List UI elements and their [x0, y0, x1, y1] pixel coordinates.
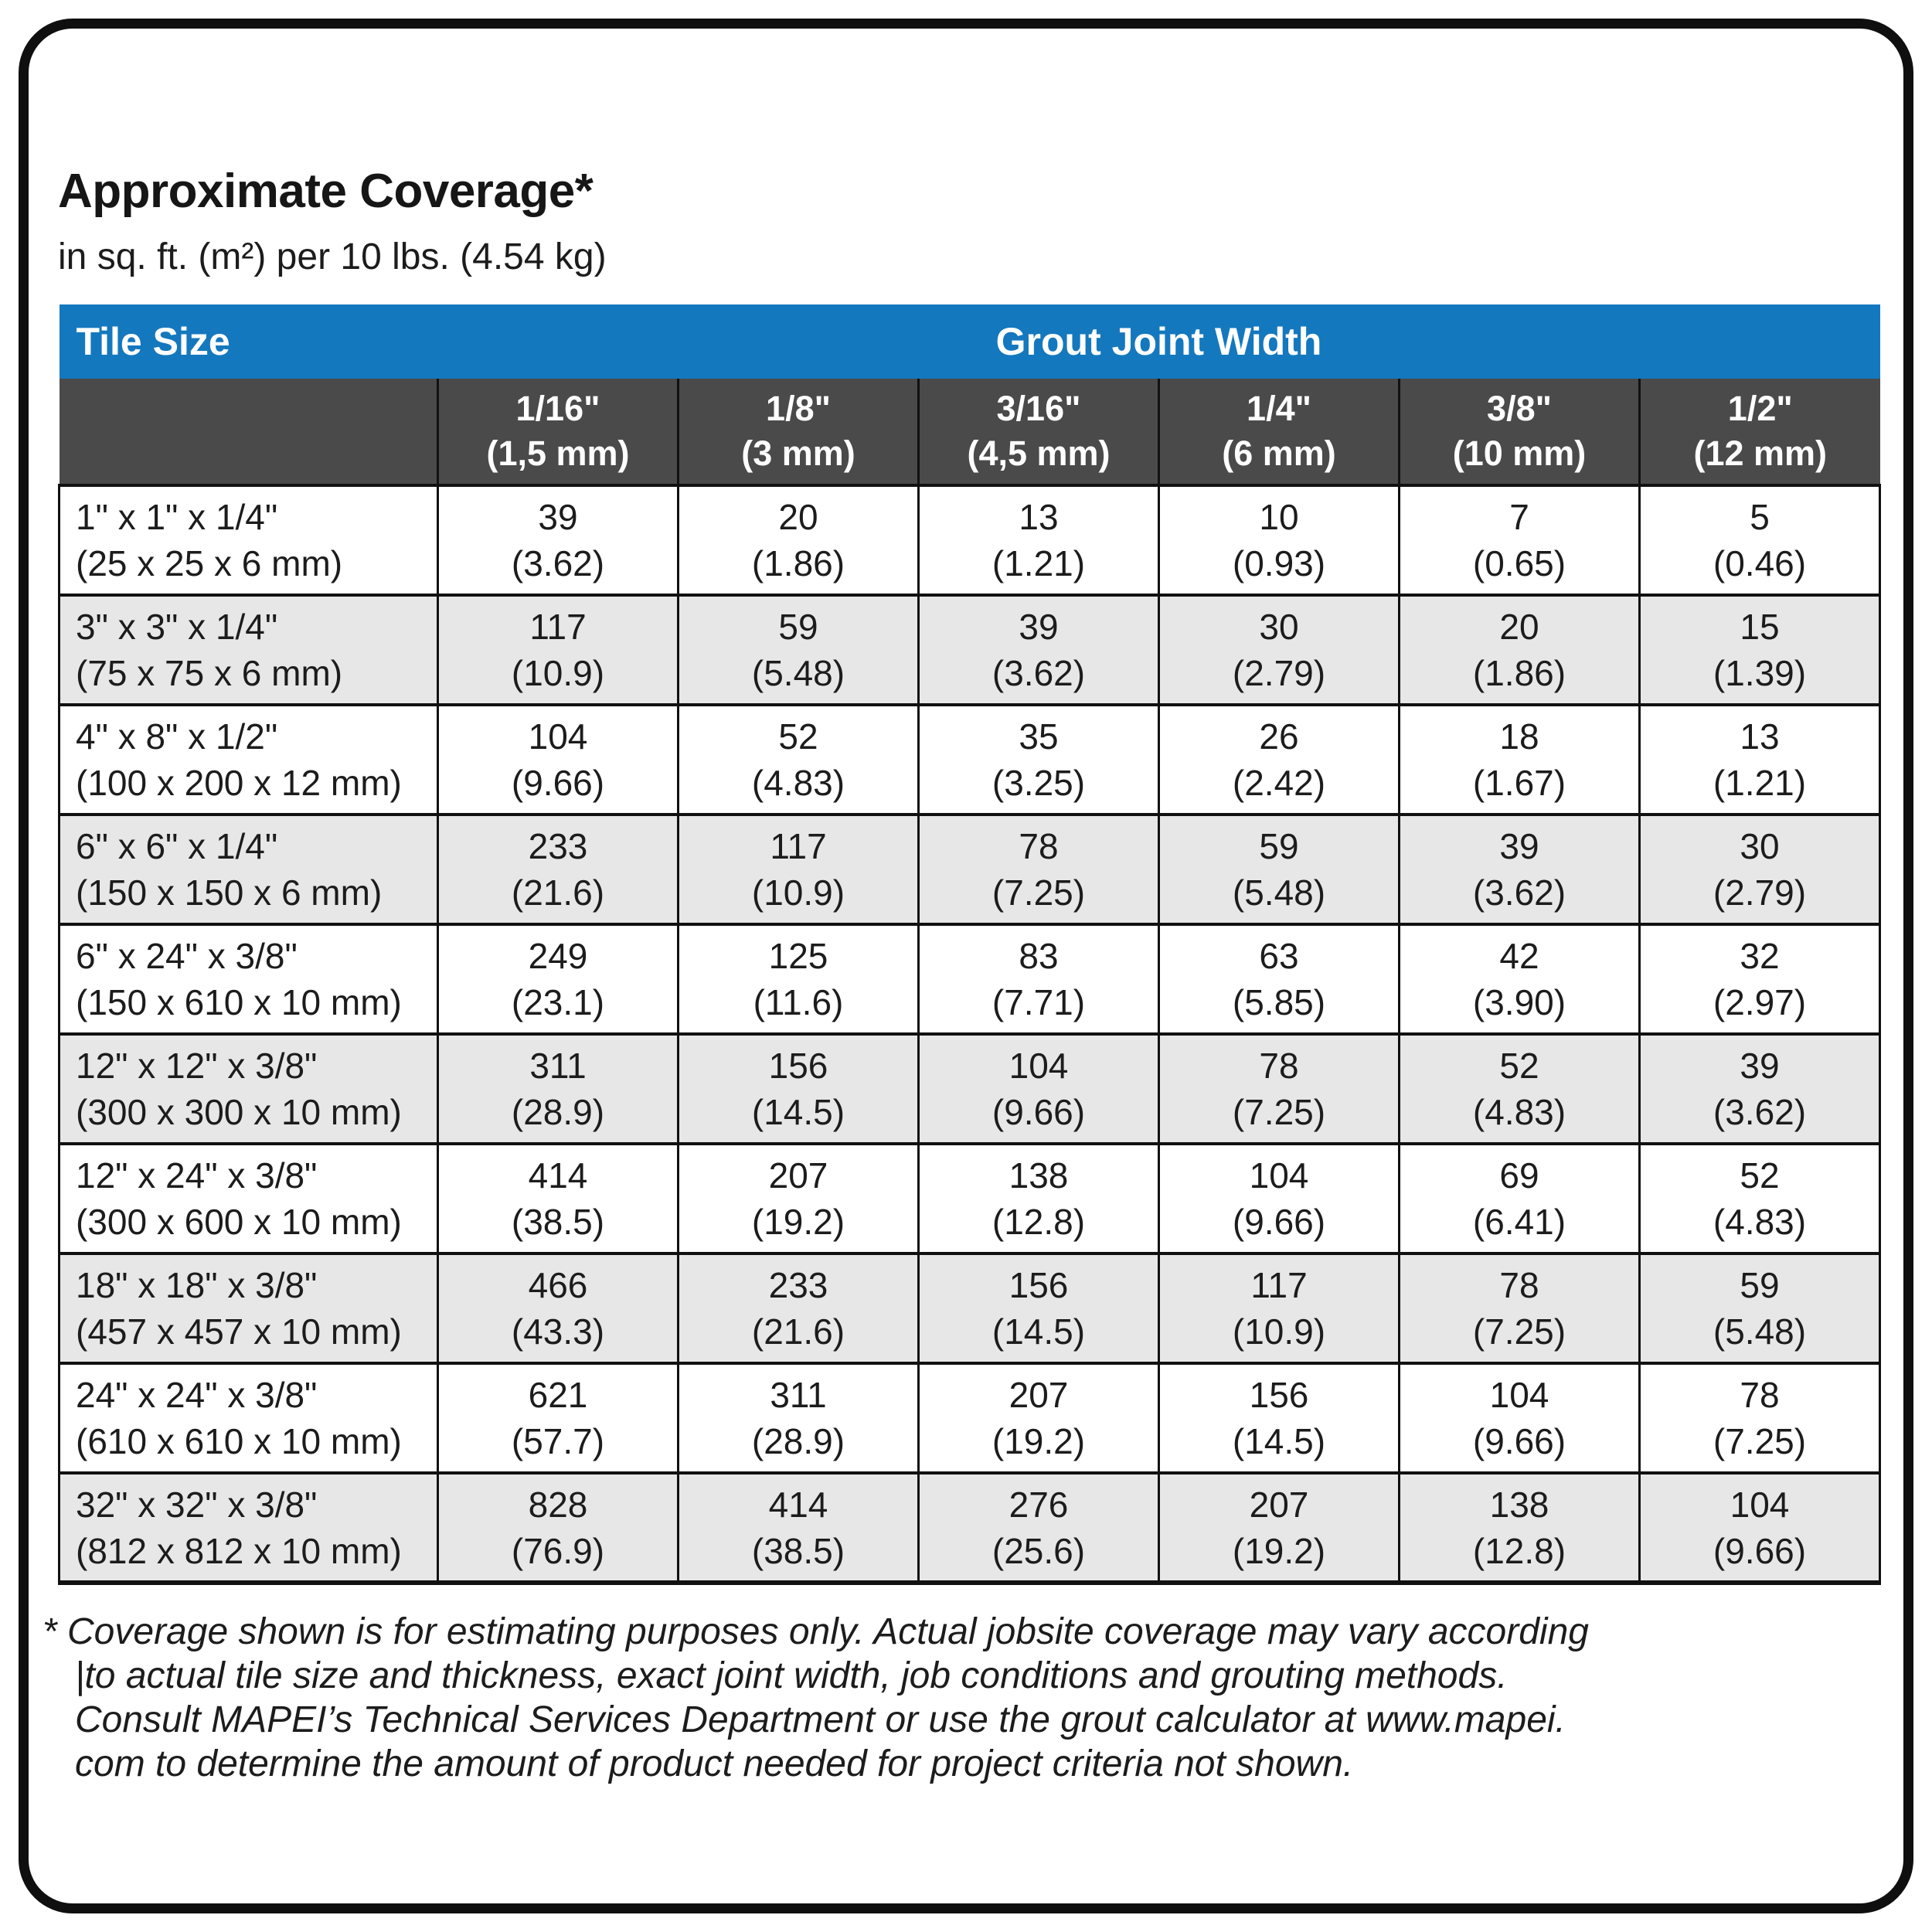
coverage-cell: [438, 1363, 679, 1473]
coverage-cell-line2: (12.8): [992, 1202, 1086, 1242]
coverage-cell: [679, 595, 919, 705]
subheader-empty-cell: [60, 379, 438, 485]
coverage-cell-line2: (5.48): [751, 653, 845, 693]
coverage-cell-line2: (3.25): [992, 763, 1086, 803]
coverage-cell: [1159, 1253, 1400, 1363]
coverage-cell: [919, 1253, 1159, 1363]
coverage-cell-line2: (19.2): [992, 1421, 1086, 1461]
coverage-cell: [1400, 1144, 1640, 1253]
tile-size-cell-line1: 1" x 1" x 1/4": [76, 497, 278, 537]
coverage-cell-line1: 207: [1249, 1484, 1309, 1525]
tile-size-cell-line1: 32" x 32" x 3/8": [76, 1484, 318, 1525]
coverage-cell: [1159, 815, 1400, 924]
coverage-cell-line2: (9.66): [1713, 1530, 1807, 1571]
coverage-cell-line2: (7.25): [1713, 1421, 1807, 1461]
coverage-cell-line1: 207: [768, 1155, 828, 1196]
coverage-cell-line1: 104: [1730, 1484, 1790, 1525]
coverage-cell: [919, 595, 1159, 705]
coverage-cell-line1: 39: [1019, 607, 1059, 647]
coverage-cell-line1: 42: [1499, 936, 1539, 976]
coverage-cell: [1400, 595, 1640, 705]
coverage-cell: [679, 1253, 919, 1363]
coverage-cell: [679, 1034, 919, 1144]
coverage-cell: [1400, 485, 1640, 595]
coverage-cell-line1: 59: [1259, 826, 1299, 866]
coverage-cell: [1159, 1034, 1400, 1144]
coverage-cell-line2: (3.62): [1472, 872, 1566, 913]
coverage-cell-line1: 7: [1509, 497, 1529, 537]
coverage-cell: [1159, 1473, 1400, 1583]
coverage-cell-line2: (43.3): [511, 1311, 605, 1352]
coverage-cell: [919, 815, 1159, 924]
tile-size-cell-line1: 12" x 24" x 3/8": [76, 1155, 318, 1196]
coverage-cell-line1: 83: [1019, 936, 1059, 976]
coverage-cell-line2: (1.67): [1472, 763, 1566, 803]
coverage-cell-line1: 26: [1259, 716, 1299, 757]
coverage-cell-line1: 63: [1259, 936, 1299, 976]
table-row: [60, 1363, 1880, 1473]
tile-size-cell-line1: 6" x 24" x 3/8": [76, 936, 298, 976]
tile-size-cell: [60, 924, 438, 1034]
coverage-cell: [1159, 705, 1400, 815]
coverage-cell-line1: 52: [1740, 1155, 1780, 1196]
table-row: [60, 1144, 1880, 1253]
coverage-cell: [1640, 1253, 1880, 1363]
coverage-cell-line1: 104: [528, 716, 588, 757]
coverage-cell-line1: 117: [770, 826, 827, 866]
coverage-cell-line1: 233: [768, 1265, 828, 1305]
coverage-cell-line2: (4.83): [751, 763, 845, 803]
coverage-cell-line1: 13: [1019, 497, 1059, 537]
coverage-cell-line2: (6.41): [1472, 1202, 1566, 1242]
coverage-cell-line1: 78: [1019, 826, 1059, 866]
coverage-cell-line1: 39: [538, 497, 578, 537]
coverage-cell-line1: 138: [1009, 1155, 1069, 1196]
coverage-cell-line1: 78: [1259, 1046, 1299, 1086]
coverage-cell-line1: 311: [770, 1375, 827, 1415]
coverage-cell-line2: (11.6): [753, 982, 844, 1022]
coverage-cell-line1: 117: [529, 607, 587, 647]
coverage-cell-line2: (21.6): [751, 1311, 845, 1352]
coverage-cell-line1: 138: [1489, 1484, 1549, 1525]
coverage-cell-line2: (14.5): [751, 1092, 845, 1132]
table-row: [60, 485, 1880, 595]
coverage-cell: [1640, 1034, 1880, 1144]
coverage-cell-line1: 78: [1740, 1375, 1780, 1415]
coverage-cell: [438, 485, 679, 595]
coverage-cell-line2: (1.86): [751, 543, 845, 583]
footnote-line: * Coverage shown is for estimating purposes only. Actual jobsite coverage may vary according: [43, 1611, 1589, 1652]
coverage-cell-line2: (7.25): [1232, 1092, 1326, 1132]
coverage-cell-line2: (9.66): [992, 1092, 1086, 1132]
grout-width-column-header-line1: 1/2": [1727, 389, 1793, 428]
coverage-cell: [1400, 1363, 1640, 1473]
grout-width-column-header: [1159, 379, 1400, 485]
coverage-cell-line2: (21.6): [511, 872, 605, 913]
tile-size-cell-line1: 3" x 3" x 1/4": [76, 607, 278, 647]
coverage-cell-line2: (3.90): [1472, 982, 1566, 1022]
coverage-cell: [919, 705, 1159, 815]
coverage-cell-line2: (0.65): [1472, 543, 1566, 583]
tile-size-cell: [60, 815, 438, 924]
coverage-cell-line1: 78: [1499, 1265, 1539, 1305]
footnote: [43, 1610, 1882, 1786]
coverage-cell-line1: 20: [778, 497, 818, 537]
tile-size-cell-line2: (300 x 600 x 10 mm): [76, 1202, 402, 1242]
coverage-cell: [679, 1363, 919, 1473]
tile-size-cell: [60, 1253, 438, 1363]
coverage-cell-line2: (9.66): [511, 763, 605, 803]
tile-size-cell-line2: (457 x 457 x 10 mm): [76, 1311, 402, 1352]
coverage-cell: [1400, 1034, 1640, 1144]
tile-size-cell-line2: (100 x 200 x 12 mm): [76, 763, 402, 803]
coverage-cell-line2: (76.9): [511, 1530, 605, 1571]
coverage-cell-line2: (10.9): [511, 653, 605, 693]
grout-width-column-header-line2: (10 mm): [1452, 434, 1587, 473]
page-title: Approximate Coverage*: [58, 165, 594, 218]
coverage-cell: [438, 1144, 679, 1253]
grout-width-column-header: [679, 379, 919, 485]
coverage-cell-line1: 311: [529, 1046, 587, 1086]
coverage-cell-line2: (2.79): [1713, 872, 1807, 913]
coverage-cell-line2: (57.7): [511, 1421, 605, 1461]
coverage-cell-line2: (1.21): [992, 543, 1086, 583]
tile-size-cell-line1: 12" x 12" x 3/8": [76, 1046, 318, 1086]
coverage-cell: [919, 1144, 1159, 1253]
coverage-cell-line1: 30: [1740, 826, 1780, 866]
coverage-cell-line2: (28.9): [751, 1421, 845, 1461]
coverage-cell: [1640, 485, 1880, 595]
coverage-cell-line1: 125: [768, 936, 828, 976]
tile-size-cell-line1: 24" x 24" x 3/8": [76, 1375, 318, 1415]
coverage-cell: [438, 705, 679, 815]
coverage-cell-line1: 52: [778, 716, 818, 757]
coverage-cell: [679, 485, 919, 595]
tile-size-cell: [60, 705, 438, 815]
tile-size-cell-line2: (25 x 25 x 6 mm): [76, 543, 343, 583]
grout-width-column-header-line1: 1/16": [515, 389, 600, 428]
coverage-cell-line2: (5.48): [1713, 1311, 1807, 1352]
coverage-cell-line2: (2.42): [1232, 763, 1326, 803]
tile-size-cell-line2: (610 x 610 x 10 mm): [76, 1421, 402, 1461]
coverage-cell: [1640, 1144, 1880, 1253]
coverage-cell-line2: (9.66): [1472, 1421, 1566, 1461]
coverage-cell-line2: (12.8): [1472, 1530, 1566, 1571]
coverage-cell-line2: (2.97): [1713, 982, 1807, 1022]
table-subheader-row: [60, 379, 1880, 485]
coverage-cell: [1640, 705, 1880, 815]
coverage-cell-line1: 39: [1499, 826, 1539, 866]
coverage-cell: [1400, 1473, 1640, 1583]
coverage-cell: [1159, 595, 1400, 705]
coverage-cell-line2: (5.85): [1232, 982, 1326, 1022]
coverage-cell-line2: (14.5): [1232, 1421, 1326, 1461]
tile-size-cell: [60, 1473, 438, 1583]
coverage-cell: [1640, 924, 1880, 1034]
tile-size-cell: [60, 485, 438, 595]
coverage-cell-line2: (9.66): [1232, 1202, 1326, 1242]
coverage-cell-line2: (28.9): [511, 1092, 605, 1132]
coverage-cell-line2: (5.48): [1232, 872, 1326, 913]
coverage-cell-line1: 69: [1499, 1155, 1539, 1196]
coverage-cell: [1640, 595, 1880, 705]
coverage-cell-line2: (1.21): [1713, 763, 1807, 803]
coverage-cell-line2: (3.62): [992, 653, 1086, 693]
coverage-cell-line2: (7.71): [992, 982, 1086, 1022]
grout-width-column-header-line2: (4,5 mm): [967, 434, 1111, 473]
coverage-cell: [438, 1253, 679, 1363]
coverage-table: [58, 304, 1881, 1585]
tile-size-cell: [60, 1363, 438, 1473]
coverage-cell-line1: 104: [1249, 1155, 1309, 1196]
coverage-cell: [1159, 1363, 1400, 1473]
coverage-cell: [438, 1034, 679, 1144]
table-band-row: [60, 304, 1880, 379]
coverage-cell-line1: 32: [1740, 936, 1780, 976]
coverage-cell-line2: (19.2): [1232, 1530, 1326, 1571]
coverage-cell-line1: 414: [768, 1484, 828, 1525]
tile-size-cell-line1: 6" x 6" x 1/4": [76, 826, 278, 866]
coverage-cell: [1640, 1473, 1880, 1583]
coverage-cell-line1: 35: [1019, 716, 1059, 757]
coverage-cell-line1: 59: [1740, 1265, 1780, 1305]
coverage-cell: [438, 815, 679, 924]
tile-size-cell-line2: (75 x 75 x 6 mm): [76, 653, 343, 693]
coverage-cell-line1: 207: [1009, 1375, 1069, 1415]
tile-size-cell: [60, 595, 438, 705]
grout-width-column-header-line2: (1,5 mm): [486, 434, 630, 473]
grout-width-column-header: [1640, 379, 1880, 485]
grout-width-column-header-line2: (3 mm): [741, 434, 855, 473]
coverage-cell-line2: (0.93): [1232, 543, 1326, 583]
coverage-cell-line1: 20: [1499, 607, 1539, 647]
coverage-cell: [919, 1034, 1159, 1144]
coverage-cell-line1: 466: [528, 1265, 588, 1305]
coverage-cell-line1: 156: [1249, 1375, 1309, 1415]
coverage-cell: [1400, 705, 1640, 815]
grout-width-column-header-line1: 1/4": [1247, 389, 1311, 428]
coverage-cell-line2: (25.6): [992, 1530, 1086, 1571]
coverage-cell-line1: 59: [778, 607, 818, 647]
tile-size-cell-line1: 4" x 8" x 1/2": [76, 716, 278, 757]
coverage-cell: [1159, 1144, 1400, 1253]
coverage-cell: [438, 595, 679, 705]
coverage-cell-line1: 18: [1499, 716, 1539, 757]
table-row: [60, 924, 1880, 1034]
coverage-cell-line1: 276: [1009, 1484, 1069, 1525]
coverage-cell-line2: (4.83): [1713, 1202, 1807, 1242]
coverage-cell-line1: 13: [1740, 716, 1780, 757]
coverage-cell-line2: (3.62): [1713, 1092, 1807, 1132]
table-row: [60, 705, 1880, 815]
coverage-cell-line1: 156: [1009, 1265, 1069, 1305]
table-row: [60, 1473, 1880, 1583]
coverage-cell-line1: 156: [768, 1046, 828, 1086]
coverage-cell: [919, 1363, 1159, 1473]
coverage-cell-line1: 233: [528, 826, 588, 866]
coverage-cell-line2: (0.46): [1713, 543, 1807, 583]
coverage-cell: [679, 1144, 919, 1253]
grout-width-column-header: [919, 379, 1159, 485]
coverage-cell-line2: (38.5): [751, 1530, 845, 1571]
coverage-cell-line1: 828: [528, 1484, 588, 1525]
table-row: [60, 815, 1880, 924]
coverage-cell-line2: (3.62): [511, 543, 605, 583]
coverage-cell-line1: 249: [528, 936, 588, 976]
tile-size-cell-line1: 18" x 18" x 3/8": [76, 1265, 318, 1305]
coverage-cell-line1: 39: [1740, 1046, 1780, 1086]
coverage-cell-line1: 52: [1499, 1046, 1539, 1086]
coverage-cell-line2: (10.9): [751, 872, 845, 913]
coverage-cell: [438, 1473, 679, 1583]
footnote-line: com to determine the amount of product needed for project criteria not shown.: [75, 1743, 1354, 1784]
coverage-cell: [1640, 1363, 1880, 1473]
grout-width-column-header-line1: 3/8": [1487, 389, 1552, 428]
coverage-cell-line2: (14.5): [992, 1311, 1086, 1352]
coverage-cell-line1: 414: [528, 1155, 588, 1196]
coverage-cell: [438, 924, 679, 1034]
footnote-line: Consult MAPEI’s Technical Services Department or use the grout calculator at www.mapei.: [75, 1699, 1566, 1740]
coverage-cell-line2: (1.39): [1713, 653, 1807, 693]
page-subtitle: in sq. ft. (m²) per 10 lbs. (4.54 kg): [58, 236, 607, 277]
coverage-cell-line2: (10.9): [1232, 1311, 1326, 1352]
tile-size-cell-line2: (300 x 300 x 10 mm): [76, 1092, 402, 1132]
tile-size-cell-line2: (150 x 150 x 6 mm): [76, 872, 383, 913]
grout-width-column-header: [438, 379, 679, 485]
coverage-cell-line2: (1.86): [1472, 653, 1566, 693]
coverage-cell-line2: (7.25): [1472, 1311, 1566, 1352]
coverage-cell: [679, 1473, 919, 1583]
coverage-cell-line2: (23.1): [511, 982, 605, 1022]
coverage-cell: [679, 924, 919, 1034]
table-row: [60, 1253, 1880, 1363]
grout-width-column-header: [1400, 379, 1640, 485]
coverage-cell-line2: (7.25): [992, 872, 1086, 913]
coverage-cell: [1400, 924, 1640, 1034]
footnote-line: |to actual tile size and thickness, exact joint width, job conditions and grouting methods.: [75, 1655, 1508, 1696]
grout-width-column-header-line2: (6 mm): [1222, 434, 1336, 473]
coverage-cell-line2: (19.2): [751, 1202, 845, 1242]
grout-width-column-header-line1: 1/8": [766, 389, 831, 428]
coverage-cell: [919, 1473, 1159, 1583]
grout-width-column-header-line1: 3/16": [996, 389, 1081, 428]
coverage-cell: [1159, 485, 1400, 595]
coverage-cell: [1400, 815, 1640, 924]
coverage-cell-line2: (2.79): [1232, 653, 1326, 693]
coverage-cell: [1640, 815, 1880, 924]
coverage-cell-line1: 117: [1250, 1265, 1308, 1305]
tile-size-cell: [60, 1144, 438, 1253]
coverage-cell-line1: 104: [1009, 1046, 1069, 1086]
coverage-cell-line1: 621: [528, 1375, 588, 1415]
grout-width-column-header-line2: (12 mm): [1693, 434, 1828, 473]
tile-size-cell-line2: (150 x 610 x 10 mm): [76, 982, 402, 1022]
tile-size-cell: [60, 1034, 438, 1144]
tile-size-cell-line2: (812 x 812 x 10 mm): [76, 1530, 402, 1571]
table-row: [60, 1034, 1880, 1144]
coverage-cell: [679, 815, 919, 924]
coverage-cell-line2: (4.83): [1472, 1092, 1566, 1132]
coverage-sheet: [43, 0, 1882, 1786]
header-tile-size: Tile Size: [60, 304, 438, 379]
coverage-cell: [1159, 924, 1400, 1034]
header-grout-joint-width: Grout Joint Width: [438, 304, 1880, 379]
coverage-cell-line2: (38.5): [511, 1202, 605, 1242]
coverage-cell: [919, 485, 1159, 595]
table-row: [60, 595, 1880, 705]
coverage-cell-line1: 5: [1750, 497, 1770, 537]
coverage-cell-line1: 15: [1740, 607, 1780, 647]
coverage-cell-line1: 10: [1259, 497, 1299, 537]
coverage-cell: [919, 924, 1159, 1034]
coverage-cell: [679, 705, 919, 815]
coverage-cell: [1400, 1253, 1640, 1363]
coverage-cell-line1: 104: [1489, 1375, 1549, 1415]
coverage-cell-line1: 30: [1259, 607, 1299, 647]
